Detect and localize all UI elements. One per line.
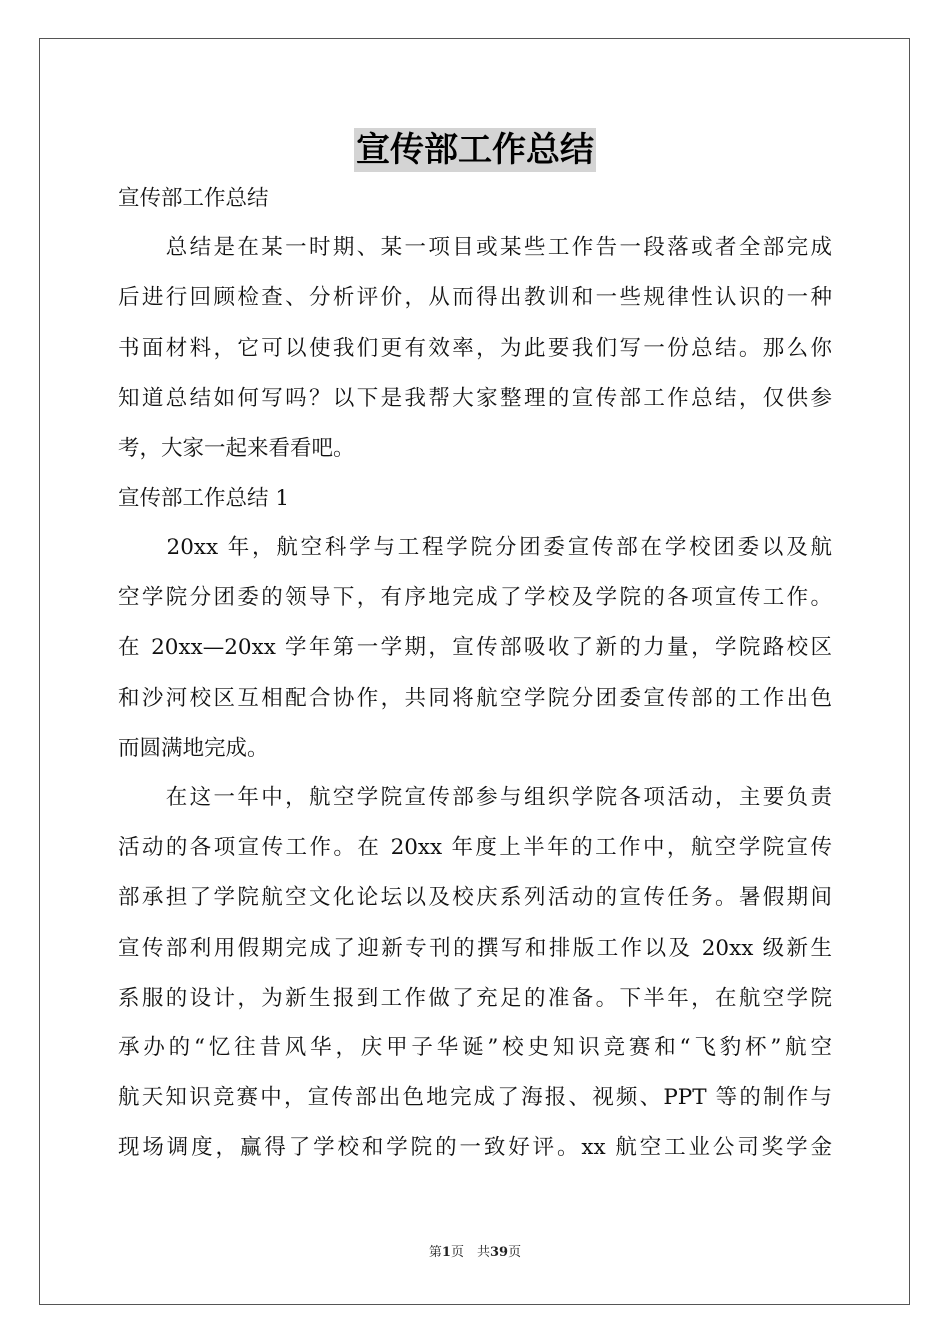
title-container: [0, 128, 950, 172]
body-line: 系服的设计，为新生报到工作做了充足的准备。下半年，在航空学院: [118, 986, 832, 1011]
document-title: 宣传部工作总结: [356, 130, 594, 170]
page-footer: [0, 1244, 950, 1262]
footer-page-suffix: 页: [508, 1245, 522, 1260]
body-line: 宣传部利用假期完成了迎新专刊的撰写和排版工作以及 20xx 级新生: [118, 936, 832, 961]
body-line: 20xx 年，航空科学与工程学院分团委宣传部在学校团委以及航: [118, 535, 832, 560]
body-line: 承办的“忆往昔风华，庆甲子华诞”校史知识竞赛和“飞豹杯”航空: [118, 1035, 832, 1060]
body-line: 在 20xx—20xx 学年第一学期，宣传部吸收了新的力量，学院路校区: [118, 635, 832, 660]
footer-total-pages: 39: [489, 1245, 509, 1260]
body-line: 而圆满地完成。: [118, 736, 269, 761]
body-line: 考，大家一起来看看吧。: [118, 436, 355, 461]
section-heading: 宣传部工作总结 1: [118, 486, 290, 511]
body-line: 在这一年中，航空学院宣传部参与组织学院各项活动，主要负责: [118, 785, 832, 810]
body-line: 航天知识竞赛中，宣传部出色地完成了海报、视频、PPT 等的制作与: [118, 1085, 832, 1110]
body-line: 书面材料，它可以使我们更有效率，为此要我们写一份总结。那么你: [118, 336, 832, 361]
footer-page-prefix: 第: [428, 1245, 442, 1260]
footer-page-number: 1: [441, 1245, 451, 1260]
body-line: 后进行回顾检查、分析评价，从而得出教训和一些规律性认识的一种: [118, 285, 832, 310]
body-line: 总结是在某一时期、某一项目或某些工作告一段落或者全部完成: [118, 235, 832, 260]
footer-page-mid: 页 共: [450, 1245, 490, 1260]
page-border: [39, 38, 910, 1305]
body-line: 现场调度，赢得了学校和学院的一致好评。xx 航空工业公司奖学金: [118, 1135, 832, 1160]
body-line: 活动的各项宣传工作。在 20xx 年度上半年的工作中，航空学院宣传: [118, 835, 832, 860]
body-line: 和沙河校区互相配合协作，共同将航空学院分团委宣传部的工作出色: [118, 686, 832, 711]
body-line: 知道总结如何写吗？以下是我帮大家整理的宣传部工作总结，仅供参: [118, 386, 832, 411]
body-line: 空学院分团委的领导下，有序地完成了学校及学院的各项宣传工作。: [118, 585, 832, 610]
body-line: 部承担了学院航空文化论坛以及校庆系列活动的宣传任务。暑假期间: [118, 885, 832, 910]
section-heading: 宣传部工作总结: [118, 186, 269, 211]
